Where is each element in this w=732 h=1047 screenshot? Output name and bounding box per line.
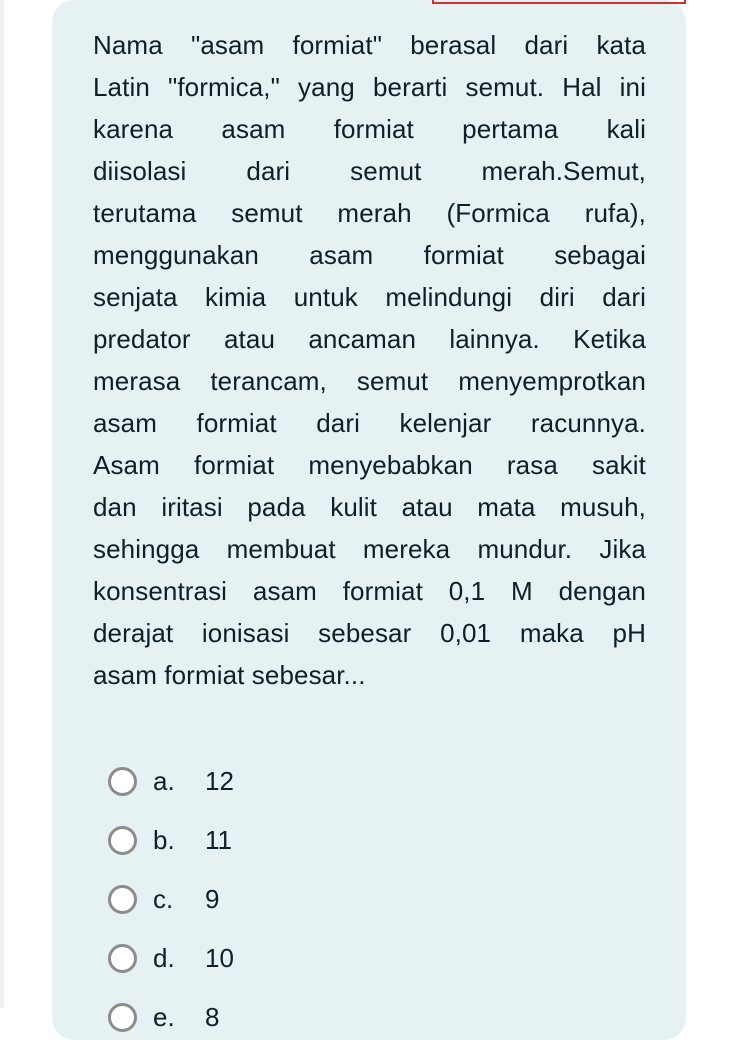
question-line: predator atau ancaman lainnya. Ketika: [93, 324, 646, 354]
radio-button-icon[interactable]: [108, 767, 137, 796]
radio-button-icon[interactable]: [108, 944, 137, 973]
option-value: 9: [205, 884, 220, 914]
question-line: Latin "formica," yang berarti semut. Hal ini: [93, 72, 646, 102]
option-b[interactable]: [108, 811, 648, 870]
question-line: menggunakan asam formiat sebagai: [93, 240, 646, 270]
highlight-box: [432, 0, 686, 4]
option-letter: a.: [153, 766, 175, 796]
option-letter: e.: [153, 1002, 175, 1032]
option-e[interactable]: [108, 988, 648, 1047]
left-edge-strip: [0, 0, 4, 1008]
option-d[interactable]: [108, 929, 648, 988]
option-value: 8: [205, 1002, 220, 1032]
option-value: 10: [205, 943, 234, 973]
question-line: terutama semut merah (Formica rufa),: [93, 198, 646, 228]
question-line: karena asam formiat pertama kali: [93, 114, 646, 144]
question-text: [93, 24, 646, 696]
radio-button-icon[interactable]: [108, 885, 137, 914]
question-line: derajat ionisasi sebesar 0,01 maka pH: [93, 618, 646, 648]
question-line: dan iritasi pada kulit atau mata musuh,: [93, 492, 646, 522]
question-line: asam formiat sebesar...: [93, 660, 366, 690]
radio-button-icon[interactable]: [108, 826, 137, 855]
option-letter: c.: [153, 884, 174, 914]
option-a[interactable]: [108, 752, 648, 811]
answer-options: [108, 752, 648, 1047]
question-line: diisolasi dari semut merah.Semut,: [93, 156, 646, 186]
option-c[interactable]: [108, 870, 648, 929]
radio-button-icon[interactable]: [108, 1003, 137, 1032]
option-value: 11: [205, 825, 232, 855]
question-line: Nama "asam formiat" berasal dari kata: [93, 30, 646, 60]
question-line: konsentrasi asam formiat 0,1 M dengan: [93, 576, 646, 606]
option-value: 12: [205, 766, 234, 796]
question-line: merasa terancam, semut menyemprotkan: [93, 366, 646, 396]
question-line: senjata kimia untuk melindungi diri dari: [93, 282, 646, 312]
option-letter: d.: [153, 943, 175, 973]
option-letter: b.: [153, 825, 175, 855]
question-line: asam formiat dari kelenjar racunnya.: [93, 408, 646, 438]
question-line: sehingga membuat mereka mundur. Jika: [93, 534, 646, 564]
question-line: Asam formiat menyebabkan rasa sakit: [93, 450, 646, 480]
